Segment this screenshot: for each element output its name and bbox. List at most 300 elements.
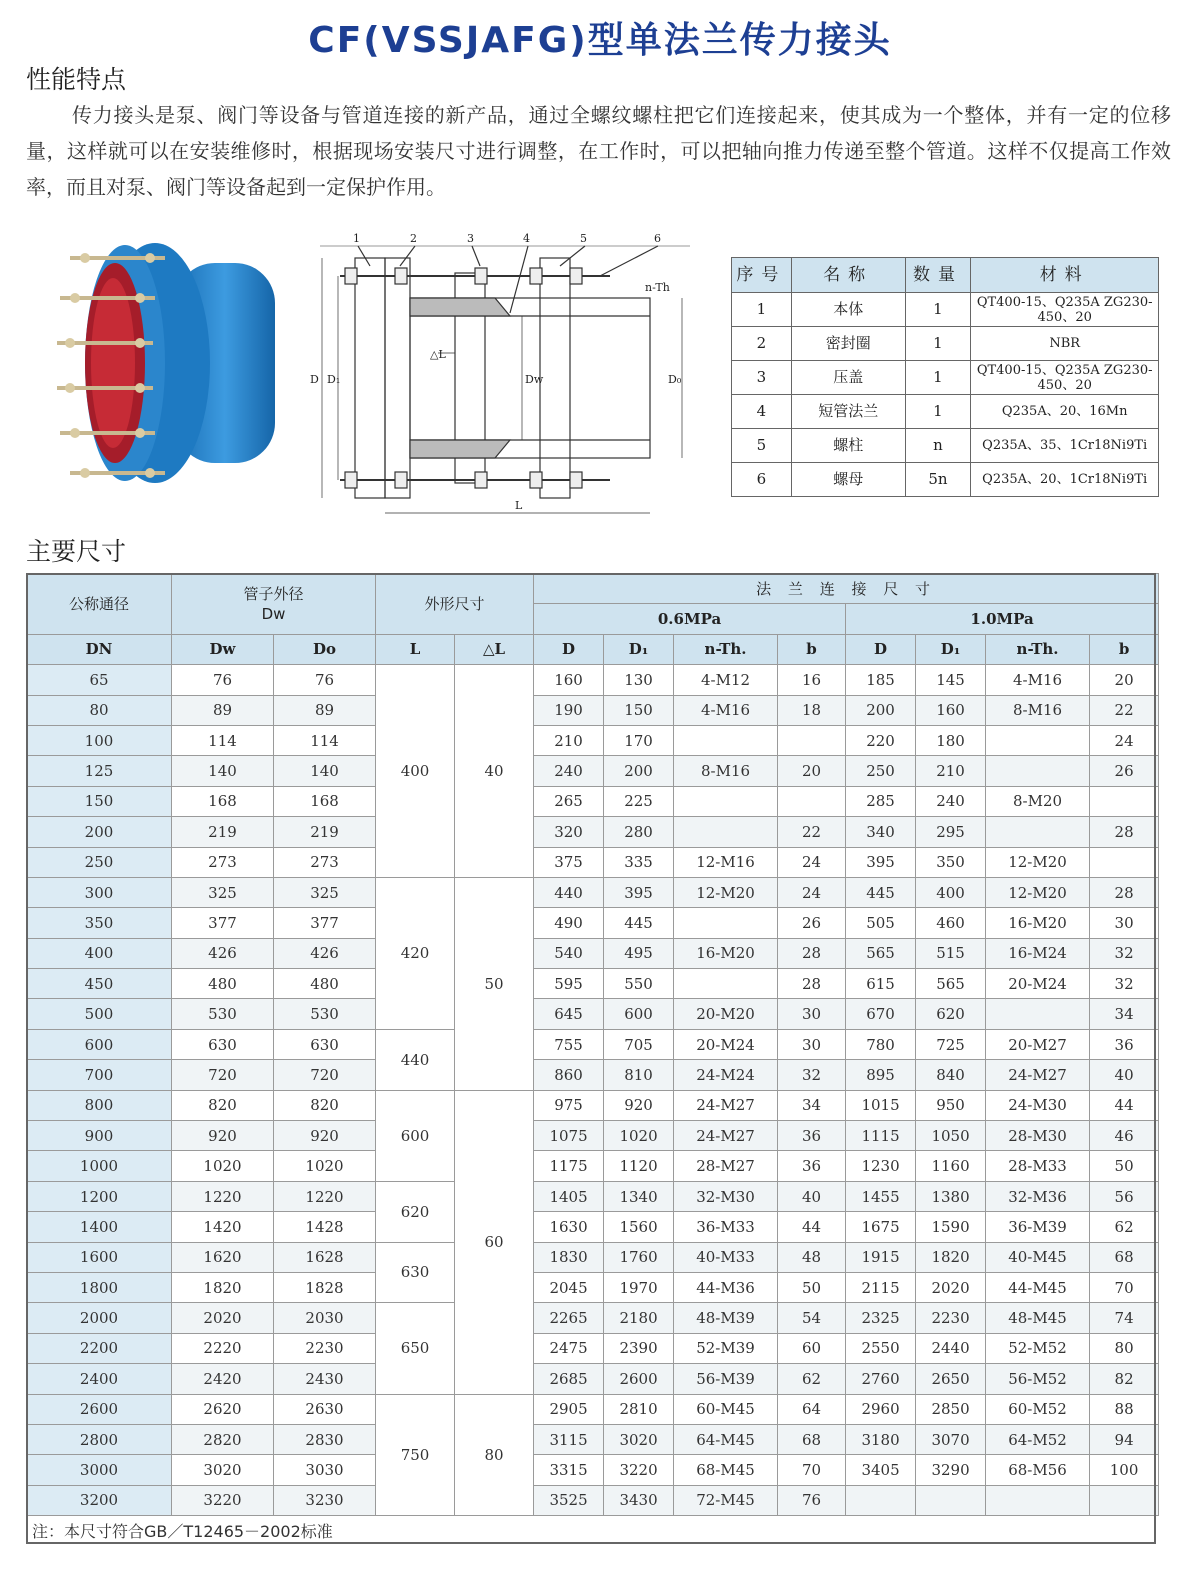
hdr-pipe-od (172, 574, 376, 635)
col-header: b (778, 634, 846, 664)
cell-dw: 219 (172, 817, 274, 847)
cell-d-06: 1075 (534, 1121, 604, 1151)
cell-nth-06: 68-M45 (674, 1455, 778, 1485)
intro-paragraph: 传力接头是泵、阀门等设备与管道连接的新产品，通过全螺纹螺柱把它们连接起来，使其成为一个整体，并有一定的位移量，这样就可以在安装维修时，根据现场安装尺寸进行调整，在工作时，可以把轴向推力传递至整个管道。这样不仅提高工作效率，而且对泵、阀门等设备起到一定保护作用。 (26, 103, 1171, 199)
cell-d1-06: 3020 (604, 1424, 674, 1454)
cell-do: 426 (274, 938, 376, 968)
cell-d1-10: 2230 (916, 1303, 986, 1333)
cell-nth-10: 60-M52 (986, 1394, 1090, 1424)
cell-d1-10: 180 (916, 725, 986, 755)
cell-b-06: 28 (778, 938, 846, 968)
cell-nth-06: 4-M12 (674, 665, 778, 695)
cell-d1-10: 210 (916, 756, 986, 786)
cell-b-10: 36 (1090, 1029, 1159, 1059)
cell-nth-10: 44-M45 (986, 1272, 1090, 1302)
cell-d-10: 445 (846, 877, 916, 907)
cell-b-10 (1090, 1485, 1159, 1515)
callout-2: 2 (410, 232, 417, 245)
cell-b-06: 30 (778, 1029, 846, 1059)
page-title: CF(VSSJAFG)型单法兰传力接头 (308, 20, 892, 61)
cell-dn: 200 (27, 817, 172, 847)
cell-dw: 2220 (172, 1333, 274, 1363)
cell-dw: 720 (172, 1060, 274, 1090)
parts-qty: 1 (905, 327, 971, 361)
cell-b-06: 60 (778, 1333, 846, 1363)
table-row (27, 665, 1159, 695)
cell-b-06: 54 (778, 1303, 846, 1333)
parts-row (732, 327, 1159, 361)
cell-nth-06: 8-M16 (674, 756, 778, 786)
cell-b-10: 22 (1090, 695, 1159, 725)
cell-b-10: 100 (1090, 1455, 1159, 1485)
cell-dn: 1200 (27, 1181, 172, 1211)
table-row (27, 725, 1159, 755)
cell-dn: 3200 (27, 1485, 172, 1515)
cell-b-10: 50 (1090, 1151, 1159, 1181)
cell-b-10: 34 (1090, 999, 1159, 1029)
cell-d-10: 285 (846, 786, 916, 816)
cell-b-06: 62 (778, 1364, 846, 1394)
cell-d-06: 595 (534, 969, 604, 999)
table-row (27, 1060, 1159, 1090)
cell-nth-06: 4-M16 (674, 695, 778, 725)
cell-nth-10: 68-M56 (986, 1455, 1090, 1485)
cell-d1-10: 2440 (916, 1333, 986, 1363)
parts-name: 本体 (791, 293, 905, 327)
cell-d1-06: 2600 (604, 1364, 674, 1394)
table-row (27, 999, 1159, 1029)
cell-b-06: 16 (778, 665, 846, 695)
cell-do: 920 (274, 1121, 376, 1151)
cell-nth-10 (986, 725, 1090, 755)
cell-d-06: 3115 (534, 1424, 604, 1454)
cell-b-06: 24 (778, 877, 846, 907)
cell-d-10: 250 (846, 756, 916, 786)
cell-b-10: 74 (1090, 1303, 1159, 1333)
table-row (27, 847, 1159, 877)
cell-nth-06: 36-M33 (674, 1212, 778, 1242)
d1-label: D₁ (327, 373, 341, 386)
cell-l: 620 (376, 1181, 455, 1242)
parts-name: 密封圈 (791, 327, 905, 361)
cell-d-06: 2685 (534, 1364, 604, 1394)
cell-do: 2030 (274, 1303, 376, 1333)
parts-qty: 5n (905, 463, 971, 497)
cell-dn: 450 (27, 969, 172, 999)
cell-l: 600 (376, 1090, 455, 1181)
parts-qty: 1 (905, 395, 971, 429)
cell-d-06: 320 (534, 817, 604, 847)
cell-d-06: 2905 (534, 1394, 604, 1424)
cell-nth-10: 64-M52 (986, 1424, 1090, 1454)
cell-dw: 2620 (172, 1394, 274, 1424)
cell-nth-06: 44-M36 (674, 1272, 778, 1302)
cell-dw: 2820 (172, 1424, 274, 1454)
cell-d-06: 160 (534, 665, 604, 695)
table-row (27, 1181, 1159, 1211)
cell-d1-06: 1340 (604, 1181, 674, 1211)
cell-do: 273 (274, 847, 376, 877)
cell-do: 168 (274, 786, 376, 816)
cell-do: 1628 (274, 1242, 376, 1272)
cell-nth-06: 48-M39 (674, 1303, 778, 1333)
cell-dw: 820 (172, 1090, 274, 1120)
cell-nth-06: 40-M33 (674, 1242, 778, 1272)
cell-d1-06: 2180 (604, 1303, 674, 1333)
cell-d1-06: 130 (604, 665, 674, 695)
callout-3: 3 (467, 232, 474, 245)
cell-b-06: 20 (778, 756, 846, 786)
cell-b-06: 32 (778, 1060, 846, 1090)
cell-d1-10: 3290 (916, 1455, 986, 1485)
cell-d-06: 645 (534, 999, 604, 1029)
cell-d1-10: 240 (916, 786, 986, 816)
cell-do: 219 (274, 817, 376, 847)
cell-dw: 377 (172, 908, 274, 938)
cell-d-10: 185 (846, 665, 916, 695)
table-row (27, 1242, 1159, 1272)
product-photo (55, 228, 295, 498)
cell-delta-l: 50 (455, 877, 534, 1090)
cell-d1-06: 810 (604, 1060, 674, 1090)
cell-b-06: 24 (778, 847, 846, 877)
cell-d-10: 1455 (846, 1181, 916, 1211)
cell-d-06: 1630 (534, 1212, 604, 1242)
parts-material: QT400-15、Q235A ZG230-450、20 (971, 293, 1159, 327)
features-heading: 性能特点 (26, 65, 127, 94)
cell-d1-06: 445 (604, 908, 674, 938)
cell-d-06: 240 (534, 756, 604, 786)
cell-d-10: 200 (846, 695, 916, 725)
col-header: Dw (172, 634, 274, 664)
cell-d-06: 1175 (534, 1151, 604, 1181)
cell-dw: 168 (172, 786, 274, 816)
cell-d1-06: 3430 (604, 1485, 674, 1515)
cell-dn: 800 (27, 1090, 172, 1120)
section-drawing (300, 228, 700, 528)
callout-5: 5 (580, 232, 587, 245)
cell-dw: 3020 (172, 1455, 274, 1485)
cell-b-06: 50 (778, 1272, 846, 1302)
cell-nth-10: 16-M20 (986, 908, 1090, 938)
cell-d-06: 190 (534, 695, 604, 725)
cell-nth-06 (674, 786, 778, 816)
cell-nth-10: 24-M27 (986, 1060, 1090, 1090)
parts-no: 3 (732, 361, 792, 395)
cell-d1-10: 725 (916, 1029, 986, 1059)
table-row (27, 756, 1159, 786)
cell-nth-10: 20-M27 (986, 1029, 1090, 1059)
cell-b-06 (778, 725, 846, 755)
cell-dn: 2400 (27, 1364, 172, 1394)
table-row (27, 1029, 1159, 1059)
cell-d-10: 1675 (846, 1212, 916, 1242)
cell-d-10: 2960 (846, 1394, 916, 1424)
cell-dw: 114 (172, 725, 274, 755)
cell-dn: 1800 (27, 1272, 172, 1302)
cell-do: 89 (274, 695, 376, 725)
cell-d-10: 2760 (846, 1364, 916, 1394)
cell-b-06: 70 (778, 1455, 846, 1485)
cell-d-10: 1915 (846, 1242, 916, 1272)
cell-d1-06: 150 (604, 695, 674, 725)
hdr-p06: 0.6MPa (534, 604, 846, 634)
cell-l: 440 (376, 1029, 455, 1090)
cell-dw: 3220 (172, 1485, 274, 1515)
cell-dw: 630 (172, 1029, 274, 1059)
cell-d1-06: 600 (604, 999, 674, 1029)
parts-col-material: 材料 (971, 258, 1159, 293)
cell-d-10: 1015 (846, 1090, 916, 1120)
cell-b-06: 36 (778, 1121, 846, 1151)
cell-d1-10: 950 (916, 1090, 986, 1120)
cell-b-06: 48 (778, 1242, 846, 1272)
cell-d1-10: 1050 (916, 1121, 986, 1151)
cell-d1-06: 1760 (604, 1242, 674, 1272)
do-label: D₀ (668, 373, 682, 386)
cell-dn: 500 (27, 999, 172, 1029)
cell-b-06: 26 (778, 908, 846, 938)
table-row (27, 1394, 1159, 1424)
cell-nth-10: 8-M16 (986, 695, 1090, 725)
table-row (27, 1303, 1159, 1333)
cell-nth-10: 48-M45 (986, 1303, 1090, 1333)
cell-do: 1428 (274, 1212, 376, 1242)
cell-b-06: 76 (778, 1485, 846, 1515)
cell-d-10: 1230 (846, 1151, 916, 1181)
cell-d1-10: 2650 (916, 1364, 986, 1394)
table-row (27, 938, 1159, 968)
cell-d1-10: 460 (916, 908, 986, 938)
cell-d1-06: 495 (604, 938, 674, 968)
cell-b-10: 28 (1090, 817, 1159, 847)
cell-dn: 80 (27, 695, 172, 725)
cell-d-10: 220 (846, 725, 916, 755)
parts-row (732, 395, 1159, 429)
cell-nth-10: 12-M20 (986, 877, 1090, 907)
cell-d1-10: 620 (916, 999, 986, 1029)
dims-heading: 主要尺寸 (26, 537, 127, 566)
d-label: D (310, 373, 319, 386)
cell-dn: 2800 (27, 1424, 172, 1454)
cell-do: 1828 (274, 1272, 376, 1302)
table-row (27, 817, 1159, 847)
cell-do: 2830 (274, 1424, 376, 1454)
col-header: Do (274, 634, 376, 664)
cell-b-10: 30 (1090, 908, 1159, 938)
cell-d-06: 975 (534, 1090, 604, 1120)
parts-no: 6 (732, 463, 792, 497)
cell-nth-10: 24-M30 (986, 1090, 1090, 1120)
parts-col-no: 序号 (732, 258, 792, 293)
cell-do: 2230 (274, 1333, 376, 1363)
delta-l-label: △L (430, 348, 446, 361)
cell-d1-06: 170 (604, 725, 674, 755)
callout-4: 4 (523, 232, 530, 245)
cell-d1-10: 1380 (916, 1181, 986, 1211)
table-row (27, 1424, 1159, 1454)
parts-row (732, 429, 1159, 463)
cell-dw: 325 (172, 877, 274, 907)
cell-dn: 150 (27, 786, 172, 816)
parts-qty: n (905, 429, 971, 463)
cell-d1-10: 295 (916, 817, 986, 847)
cell-dn: 2600 (27, 1394, 172, 1424)
cell-do: 720 (274, 1060, 376, 1090)
cell-nth-06: 24-M27 (674, 1090, 778, 1120)
hdr-flange: 法 兰 连 接 尺 寸 (534, 574, 1159, 604)
dw-label: Dw (525, 373, 544, 386)
cell-dw: 920 (172, 1121, 274, 1151)
cell-nth-06 (674, 908, 778, 938)
cell-b-06: 18 (778, 695, 846, 725)
cell-do: 76 (274, 665, 376, 695)
cell-dn: 600 (27, 1029, 172, 1059)
cell-nth-10: 32-M36 (986, 1181, 1090, 1211)
cell-d1-10: 3070 (916, 1424, 986, 1454)
cell-d1-06: 395 (604, 877, 674, 907)
table-row (27, 1455, 1159, 1485)
cell-dw: 426 (172, 938, 274, 968)
cell-dn: 1400 (27, 1212, 172, 1242)
cell-nth-10: 8-M20 (986, 786, 1090, 816)
cell-d1-10: 1160 (916, 1151, 986, 1181)
parts-no: 1 (732, 293, 792, 327)
parts-qty: 1 (905, 361, 971, 395)
cell-b-10: 26 (1090, 756, 1159, 786)
cell-d1-06: 335 (604, 847, 674, 877)
hdr-pipe-od-label: 管子外径 (243, 584, 304, 603)
cell-d-06: 540 (534, 938, 604, 968)
cell-do: 530 (274, 999, 376, 1029)
cell-dn: 900 (27, 1121, 172, 1151)
parts-name: 螺柱 (791, 429, 905, 463)
cell-d1-10: 2850 (916, 1394, 986, 1424)
cell-do: 114 (274, 725, 376, 755)
cell-d-06: 375 (534, 847, 604, 877)
cell-dn: 2200 (27, 1333, 172, 1363)
parts-no: 5 (732, 429, 792, 463)
cell-d-10: 895 (846, 1060, 916, 1090)
parts-row (732, 361, 1159, 395)
cell-d-10: 2325 (846, 1303, 916, 1333)
cell-b-06 (778, 786, 846, 816)
cell-d1-10: 160 (916, 695, 986, 725)
table-row (27, 908, 1159, 938)
cell-do: 1020 (274, 1151, 376, 1181)
cell-b-06: 30 (778, 999, 846, 1029)
table-row (27, 695, 1159, 725)
cell-d1-10: 565 (916, 969, 986, 999)
col-header: n-Th. (986, 634, 1090, 664)
cell-d1-10: 400 (916, 877, 986, 907)
cell-dw: 1220 (172, 1181, 274, 1211)
cell-nth-06: 28-M27 (674, 1151, 778, 1181)
cell-d1-10: 840 (916, 1060, 986, 1090)
col-header: b (1090, 634, 1159, 664)
cell-nth-06: 20-M24 (674, 1029, 778, 1059)
cell-d-10: 2115 (846, 1272, 916, 1302)
cell-d1-10: 515 (916, 938, 986, 968)
cell-dw: 89 (172, 695, 274, 725)
cell-do: 630 (274, 1029, 376, 1059)
cell-d1-10: 1820 (916, 1242, 986, 1272)
dims-table-wrap (26, 573, 1158, 1548)
parts-material: QT400-15、Q235A ZG230-450、20 (971, 361, 1159, 395)
cell-b-10: 46 (1090, 1121, 1159, 1151)
cell-d-06: 3525 (534, 1485, 604, 1515)
cell-nth-10: 40-M45 (986, 1242, 1090, 1272)
cell-nth-10: 20-M24 (986, 969, 1090, 999)
cell-nth-06: 16-M20 (674, 938, 778, 968)
table-row (27, 969, 1159, 999)
cell-do: 2630 (274, 1394, 376, 1424)
cell-dw: 480 (172, 969, 274, 999)
cell-d-06: 210 (534, 725, 604, 755)
cell-do: 480 (274, 969, 376, 999)
cell-l: 630 (376, 1242, 455, 1303)
cell-nth-06: 56-M39 (674, 1364, 778, 1394)
cell-d1-06: 705 (604, 1029, 674, 1059)
parts-material: Q235A、35、1Cr18Ni9Ti (971, 429, 1159, 463)
cell-d-10: 3405 (846, 1455, 916, 1485)
cell-d1-06: 550 (604, 969, 674, 999)
table-row (27, 1212, 1159, 1242)
cell-b-06: 34 (778, 1090, 846, 1120)
hdr-shape: 外形尺寸 (376, 574, 534, 635)
parts-header-row (732, 258, 1159, 293)
cell-d1-10: 1590 (916, 1212, 986, 1242)
cell-nth-06: 20-M20 (674, 999, 778, 1029)
nth-label: n-Th (645, 281, 670, 294)
col-header: n-Th. (674, 634, 778, 664)
parts-table (731, 257, 1159, 497)
cell-l: 750 (376, 1394, 455, 1516)
parts-col-qty: 数量 (905, 258, 971, 293)
cell-nth-10: 4-M16 (986, 665, 1090, 695)
cell-l: 420 (376, 877, 455, 1029)
cell-b-06: 36 (778, 1151, 846, 1181)
cell-nth-06: 12-M16 (674, 847, 778, 877)
cell-b-10: 82 (1090, 1364, 1159, 1394)
cell-d1-06: 1020 (604, 1121, 674, 1151)
parts-col-name: 名称 (791, 258, 905, 293)
cell-d-10: 340 (846, 817, 916, 847)
cell-dn: 350 (27, 908, 172, 938)
cell-b-06: 22 (778, 817, 846, 847)
cell-d1-10 (916, 1485, 986, 1515)
col-header: D (846, 634, 916, 664)
cell-nth-10: 28-M30 (986, 1121, 1090, 1151)
cell-delta-l: 80 (455, 1394, 534, 1516)
cell-dw: 2420 (172, 1364, 274, 1394)
cell-nth-10: 28-M33 (986, 1151, 1090, 1181)
cell-d-06: 440 (534, 877, 604, 907)
cell-d1-06: 2810 (604, 1394, 674, 1424)
cell-b-10: 32 (1090, 938, 1159, 968)
col-header: D₁ (916, 634, 986, 664)
cell-d-10: 1115 (846, 1121, 916, 1151)
cell-d-06: 2265 (534, 1303, 604, 1333)
cell-d-10: 395 (846, 847, 916, 877)
table-row (27, 1151, 1159, 1181)
cell-nth-06: 52-M39 (674, 1333, 778, 1363)
cell-dn: 2000 (27, 1303, 172, 1333)
cell-nth-10: 12-M20 (986, 847, 1090, 877)
cell-b-10: 68 (1090, 1242, 1159, 1272)
parts-name: 压盖 (791, 361, 905, 395)
l-label: L (515, 499, 523, 512)
